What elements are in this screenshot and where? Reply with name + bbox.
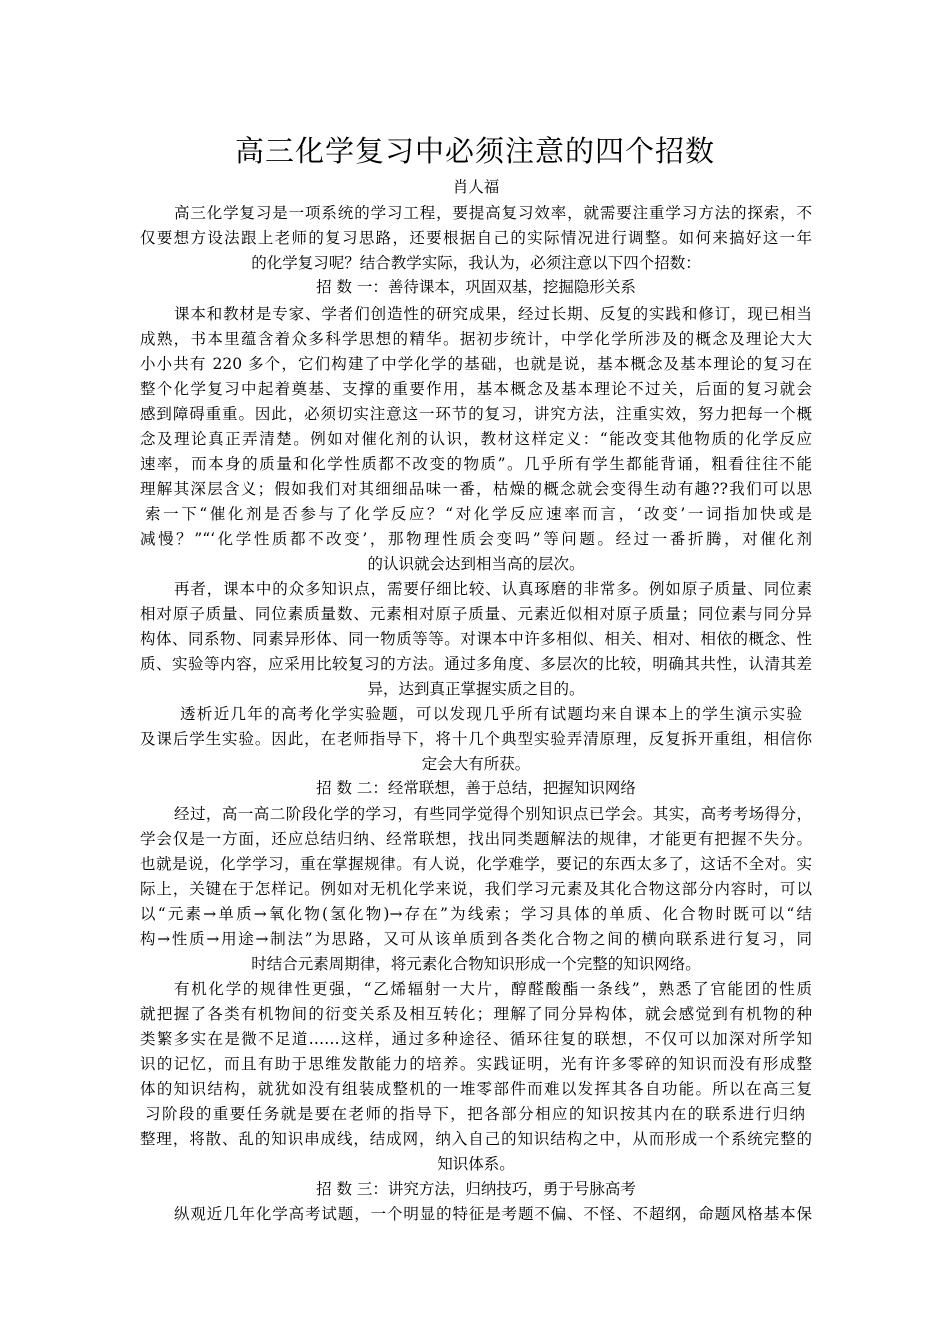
paragraph-line: 构体、同系物、同素异形体、同一物质等等。对课本中许多相似、相关、相对、相依的概念、性 [140,630,812,648]
paragraph-line: 透析近几年的高考化学实验题，可以发现几乎所有试题均来自课本上的学生演示实验 [180,705,802,723]
paragraph-line: 际上，关键在于怎样记。例如对无机化学来说，我们学习元素及其化合物这部分内容时，可以 [140,880,812,898]
paragraph-line: 再者，课本中的众多知识点，需要仔细比较、认真琢磨的非常多。例如原子质量、同位素 [174,580,812,598]
section-heading-3: 招 数 三：讲究方法，归纳技巧，勇于号脉高考 [316,1180,636,1198]
paragraph-line: 习阶段的重要任务就是要在老师的指导下，把各部分相应的知识按其内在的联系进行归纳 [145,1105,805,1123]
intro-line: 的化学复习呢？结合教学实际，我认为，必须注意以下四个招数： [251,254,701,272]
paragraph-line: 成熟，书本里蕴含着众多科学思想的精华。据初步统计，中学化学所涉及的概念及理论大大 [140,330,812,348]
paragraph-line: 纵观近几年化学高考试题，一个明显的特征是考题不偏、不怪、不超纲，命题风格基本保 [174,1205,812,1223]
paragraph-line: 整理，将散、乱的知识串成线，结成网，纳入自己的知识结构之中，从而形成一个系统完整的 [140,1130,812,1148]
paragraph-line: 课本和教材是专家、学者们创造性的研究成果，经过长期、反复的实践和修订，现已相当 [174,305,812,323]
paragraph-line: 识的记忆，而且有助于思维发散能力的培养。实践证明，光有许多零碎的知识而没有形成整 [140,1055,812,1073]
paragraph-line: 相对原子质量、同位素质量数、元素相对原子质量、元素近似相对原子质量；同位素与同分异 [140,605,812,623]
paragraph-line: 及课后学生实验。因此，在老师指导下，将十几个典型实验弄清原理，反复拆开重组，相信你 [140,730,812,748]
document-title: 高三化学复习中必须注意的四个招数 [234,134,715,168]
paragraph-line: 感到障碍重重。因此，必须切实注意这一环节的复习，讲究方法，注重实效，努力把每一个概 [140,405,812,423]
paragraph-line: 速率，而本身的质量和化学性质都不改变的物质”。几乎所有学生都能背诵，粗看往往不能 [140,455,812,473]
paragraph-line: 的认识就会达到相当高的层次。 [367,555,585,573]
paragraph-line: 以“元素→单质→氧化物(氢化物)→存在”为线索；学习具体的单质、化合物时既可以“结 [140,905,812,923]
paragraph-line: 念及理论真正弄清楚。例如对催化剂的认识，教材这样定义：“能改变其他物质的化学反应 [140,430,812,448]
paragraph-line: 类繁多实在是微不足道……这样，通过多种途径、循环往复的联想，不仅可以加深对所学知 [140,1030,812,1048]
paragraph-line: 体的知识结构，就犹如没有组装成整机的一堆零部件而难以发挥其各自功能。所以在高三复 [140,1080,812,1098]
paragraph-line: 整个化学复习中起着奠基、支撑的重要作用，基本概念及基本理论不过关，后面的复习就会 [140,380,812,398]
paragraph-line: 构→性质→用途→制法”为思路，又可从该单质到各类化合物之间的横向联系进行复习，同 [140,930,812,948]
paragraph-line: 小小共有 220 多个，它们构建了中学化学的基础，也就是说，基本概念及基本理论的复习在 [140,355,812,373]
section-heading-2: 招 数 二：经常联想，善于总结，把握知识网络 [316,779,636,797]
section-heading-1: 招 数 一：善待课本，巩固双基，挖掘隐形关系 [316,278,636,296]
paragraph-line: 也就是说，化学学习，重在掌握规律。有人说，化学难学，要记的东西太多了，这话不全对。实 [140,855,812,873]
intro-line: 高三化学复习是一项系统的学习工程，要提高复习效率，就需要注重学习方法的探索，不 [174,204,812,222]
paragraph-line: 时结合元素周期律，将元素化合物知识形成一个完整的知识网络。 [251,955,701,973]
paragraph-line: 定会大有所获。 [421,755,531,773]
paragraph-line: 学会仅是一方面，还应总结归纳、经常联想，找出同类题解法的规律，才能更有把握不失分。 [140,830,812,848]
paragraph-line: 索一下“催化剂是否参与了化学反应？“对化学反应速率而言，‘改变’一词指加快或是 [145,505,812,523]
author-name: 肖人福 [452,178,500,196]
intro-line: 仅要想方设法跟上老师的复习思路，还要根据自己的实际情况进行调整。如何来搞好这一年 [140,229,812,247]
paragraph-line: 经过，高一高二阶段化学的学习，有些同学觉得个别知识点已学会。其实，高考考场得分， [174,805,812,823]
paragraph-line: 知识体系。 [437,1155,515,1173]
paragraph-line: 异，达到真正掌握实质之目的。 [367,680,585,698]
paragraph-line: 就把握了各类有机物间的衍变关系及相互转化；理解了同分异构体，就会感觉到有机物的种 [140,1005,812,1023]
paragraph-line: 减慢？”“‘化学性质都不改变’，那物理性质会变吗”等问题。经过一番折腾，对催化剂 [140,530,812,548]
paragraph-line: 质、实验等内容，应采用比较复习的方法。通过多角度、多层次的比较，明确其共性，认清其差 [140,655,812,673]
paragraph-line: 理解其深层含义；假如我们对其细细品味一番，枯燥的概念就会变得生动有趣??我们可以思 [140,480,812,498]
paragraph-line: 有机化学的规律性更强，“乙烯辐射一大片，醇醛酸酯一条线”，熟悉了官能团的性质 [174,980,812,998]
